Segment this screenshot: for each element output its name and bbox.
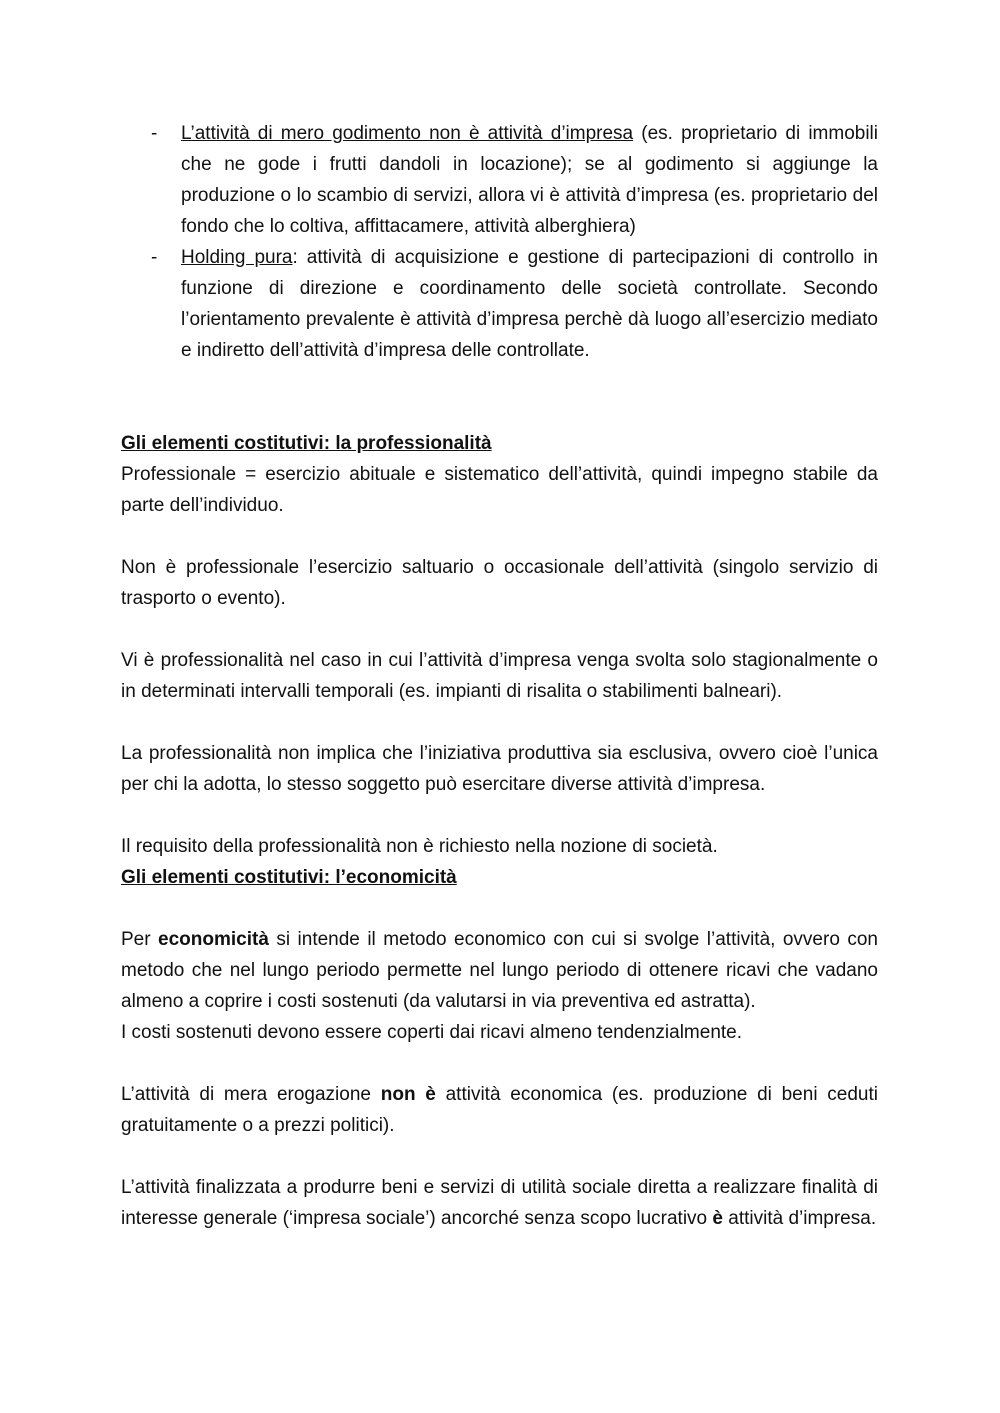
section-heading-economicita: Gli elementi costitutivi: l’economicità <box>121 867 457 888</box>
bold-term: è <box>712 1208 723 1229</box>
bold-term: non è <box>380 1084 436 1105</box>
text-run: Per <box>121 929 159 950</box>
section-heading-professionalita: Gli elementi costitutivi: la professionalità <box>121 433 492 454</box>
paragraph: La professionalità non implica che l’iniziativa produttiva sia esclusiva, ovvero cioè l’unica per chi la adotta, lo stesso soggetto può esercitare diverse attività d’impresa. <box>121 743 878 795</box>
paragraph <box>121 1079 878 1141</box>
text-run: attività economica (es. produzione di beni ceduti gratuitamente o a prezzi politici). <box>121 1084 878 1136</box>
bullet-list <box>121 118 878 366</box>
paragraph: Non è professionale l’esercizio saltuario o occasionale dell’attività (singolo servizio di trasporto o evento). <box>121 557 878 609</box>
text-run: L’attività di mera erogazione <box>121 1084 381 1105</box>
list-item <box>121 118 878 242</box>
bullet-dash: - <box>151 123 158 144</box>
paragraph <box>121 1172 878 1234</box>
bullet-lead: Holding pura <box>181 247 293 268</box>
text-run: attività d’impresa. <box>722 1208 877 1229</box>
text-run: L’attività finalizzata a produrre beni e servizi di utilità sociale diretta a realizzare finalità di interesse generale (‘impresa sociale’) ancorché senza scopo lucrativo <box>121 1177 878 1229</box>
paragraph: Professionale = esercizio abituale e sistematico dell’attività, quindi impegno stabile da parte dell’individuo. <box>121 464 878 516</box>
bullet-text: : attività di acquisizione e gestione di partecipazioni di controllo in funzione di direzione e coordinamento delle società controllate. Secondo l’orientamento prevalente è attività d’impresa perchè dà luogo all’esercizio mediato e indiretto dell’attività d’impresa delle controllate. <box>181 247 878 361</box>
paragraph: I costi sostenuti devono essere coperti dai ricavi almeno tendenzialmente. <box>121 1022 743 1043</box>
text-run: si intende il metodo economico con cui si svolge l’attività, ovvero con metodo che nel lungo periodo permette nel lungo periodo di ottenere ricavi che vadano almeno a coprire i costi sostenuti (da valutarsi in via preventiva ed astratta). <box>121 929 878 1012</box>
paragraph: Vi è professionalità nel caso in cui l’attività d’impresa venga svolta solo stagionalmente o in determinati intervalli temporali (es. impianti di risalita o stabilimenti balneari). <box>121 650 878 702</box>
bullet-dash: - <box>151 247 158 268</box>
list-item <box>121 242 878 366</box>
bullet-text: (es. proprietario di immobili che ne gode i frutti dandoli in locazione); se al godimento si aggiunge la produzione o lo scambio di servizi, allora vi è attività d’impresa (es. proprietario del fondo che lo coltiva, affittacamere, attività alberghiera) <box>181 123 879 237</box>
bullet-lead: L’attività di mero godimento non è attività d’impresa <box>181 123 634 144</box>
paragraph: Il requisito della professionalità non è richiesto nella nozione di società. <box>121 836 718 857</box>
document-page <box>121 118 878 1234</box>
bold-term: economicità <box>158 929 269 950</box>
paragraph <box>121 924 878 1017</box>
